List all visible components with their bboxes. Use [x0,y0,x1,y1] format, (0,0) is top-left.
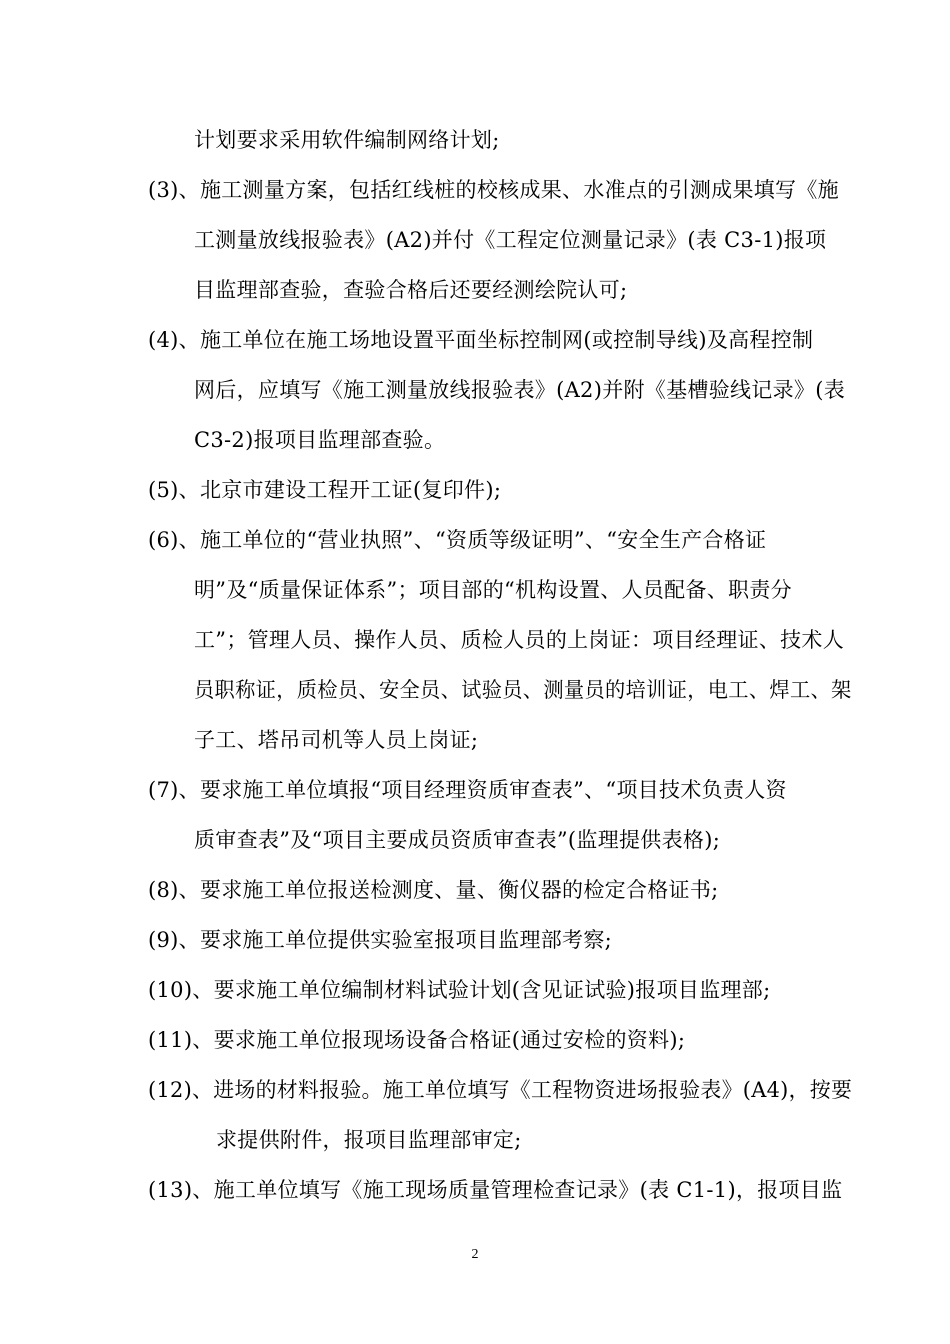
text-line: 计划要求采用软件编制网络计划; [194,128,500,152]
text-line: (4)、施工单位在施工场地设置平面坐标控制网(或控制导线)及高程控制 [148,328,814,352]
text-line: 工测量放线报验表》(A2)并付《工程定位测量记录》(表 C3-1)报项 [194,228,827,252]
text-line: 明”及“质量保证体系”；项目部的“机构设置、人员配备、职责分 [194,578,792,602]
text-line: 质审查表”及“项目主要成员资质审查表”(监理提供表格); [194,828,721,852]
text-line: (11)、要求施工单位报现场设备合格证(通过安检的资料); [148,1028,686,1052]
text-line: (13)、施工单位填写《施工现场质量管理检查记录》(表 C1-1)，报项目监 [148,1178,843,1202]
text-line: 工”；管理人员、操作人员、质检人员的上岗证：项目经理证、技术人 [194,628,845,652]
text-line: 网后，应填写《施工测量放线报验表》(A2)并附《基槽验线记录》(表 [194,378,846,402]
text-line: (7)、要求施工单位填报“项目经理资质审查表”、“项目技术负责人资 [148,778,787,802]
text-line: (8)、要求施工单位报送检测度、量、衡仪器的检定合格证书; [148,878,719,902]
page-number: 2 [471,1247,479,1262]
text-line: (6)、施工单位的“营业执照”、“资质等级证明”、“安全生产合格证 [148,528,767,552]
text-line: 目监理部查验，查验合格后还要经测绘院认可; [194,278,628,302]
text-line: (10)、要求施工单位编制材料试验计划(含见证试验)报项目监理部; [148,978,771,1002]
text-line: (12)、进场的材料报验。施工单位填写《工程物资进场报验表》(A4)，按要 [148,1078,853,1102]
text-line: (9)、要求施工单位提供实验室报项目监理部考察; [148,928,613,952]
text-line: C3-2)报项目监理部查验。 [194,428,446,452]
text-line: (5)、北京市建设工程开工证(复印件); [148,478,502,502]
text-line: 求提供附件，报项目监理部审定; [216,1128,522,1152]
text-line: 子工、塔吊司机等人员上岗证; [194,728,479,752]
text-line: 员职称证，质检员、安全员、试验员、测量员的培训证，电工、焊工、架 [194,678,852,702]
text-line: (3)、施工测量方案，包括红线桩的校核成果、水准点的引测成果填写《施 [148,178,839,202]
